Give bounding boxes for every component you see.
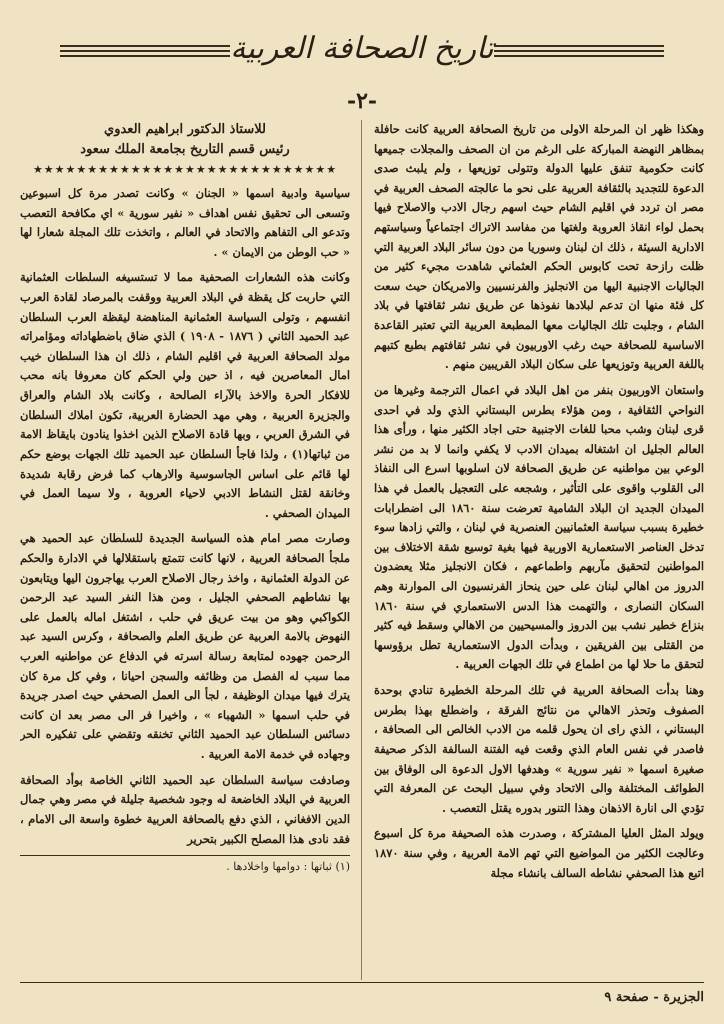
title-rule-left (60, 42, 230, 60)
article-paragraph: واستعان الاوربيون بنفر من اهل البلاد في اعمال الترجمة وغيرها من النواحي الثقافية ، ومن هؤلاء بطرس البستاني الذي ولد في احدى قرى لبنان وشب محبا للغات الاجنبية حتى اجاد الكثير منها ، ورأى هذا العالم الجليل ان اشتغاله بميدان الادب لا يكفي وانما لا بد من نشر الوعي بين مواطنيه عن طريق الصحافة لان اسلوبها اسرع الى النفاذ الى القلوب واقوى على التأثير ، وشجعه على التعجيل بالعمل في هذا الميدان الجديد ان البلاد الشامية تعرضت سنة ١٨٦٠ الى اضطرابات خطيرة بسبب سياسة العثمانيين العنصرية في لبنان ، والتي زادها سوء تدخل العناصر الاستعمارية الاوربية فيها بغية توسيع شقة الاختلاف بين المواطنين لتحقيق مآربهم واطماعهم ، فكان الانجليز مثلا يعضدون الدروز من اهالي لبنان على حين ينحاز الفرنسيون الى الموارنة وهم السكان النصارى ، والتهمت هذا الدس الاستعماري في سنة ١٨٦٠ بنزاع خطير نشب بين الدروز والمسيحيين من الاهالي وسقط فيه كثير من القتلى بين الفريقين ، وبدأت الدول الاستعمارية تطل برؤوسها لتحقق ما حلا لها من اطماع في تلك الجهات العربية . (374, 382, 704, 672)
article-paragraph: وصادفت سياسة السلطان عبد الحميد الثاني الخاصة بوأد الصحافة العربية في البلاد الخاضعة له وجود شخصية جليلة في مصر وهي جمال الدين الافغاني ، الذي دفع بالصحافة العربية خطوة واسعة الى الامام ، فقد نادى هذا المصلح الكبير بتحرير (20, 772, 350, 846)
page-footer: الجزيرة - صفحة ٩ (604, 990, 704, 1005)
article-paragraph: سياسية وادبية اسمها « الجنان » وكانت تصدر مرة كل اسبوعين وتسعى الى تحقيق نفس اهداف « نفير سورية » اي مكافحة التعصب وتدعو الى التفاهم والاتحاد في العالم ، واتخذت تلك المجلة شعارا لها « حب الوطن من الايمان » . (20, 186, 350, 259)
article-paragraph: وكانت هذه الشعارات الصحفية مما لا تستسيغه السلطات العثمانية التي حاربت كل يقظة في البلاد العربية ووقفت بالمرصاد لقادة العرب انفسهم ، وتولى السياسة العثمانية المناهضة ليقظة العرب السلطان عبد الحميد الثاني ( ١٨٧٦ - ١٩٠٨ ) الذي ضاق باضطهاداته ومؤامراته مولد الصحافة العربية في اقليم الشام ، ذلك ان هذا السلطان خيب امال المعاصرين فيه ، اذ حين ولي الحكم كان معروفا بانه محب للافكار الحرة والاخذ بالآراء الصالحة ، وكانت بلاد الشام والعراق والجزيرة العربية ، وهي مهد الحضارة العربية، تكون املاك السلطان في الشرق العربي ، وبها قادة الاصلاح الذين اخذوا ينادون بايقاظ الامة من ثباتها(١) ، ولذا فاجأ السلطان عبد الحميد تلك الجهات بوضع حكم لها قائم على اساس الجاسوسية والارهاب كما فرض رقابة شديدة وخانقة لقتل النشاط الادبي لاحياء العروبة ، ولا سيما العمل في الميدان الصحفي . (20, 270, 350, 520)
title-rule-right (494, 42, 664, 60)
star-separator: ★★★★★★★★★★★★★★★★★★★★★★★★★★★★ (32, 163, 338, 176)
footnote-rule (20, 855, 350, 856)
footnote: (١) ثباتها : دوامها واخلادها . (226, 860, 350, 874)
page-title: تاريخ الصحافة العربية (230, 30, 494, 66)
article-paragraph: وصارت مصر امام هذه السياسة الجديدة للسلطان عبد الحميد هي ملجأ الصحافة العربية ، لانها كانت تتمتع باستقلالها في الادارة والحكم عن الدولة العثمانية ، واخذ رجال الاصلاح العرب يهاجرون اليها ويتابعون بها نشاطهم الصحفي الجليل ، ومن هذا النفر السيد عبد الرحمن الكواكبي وهو من بيت عريق في حلب ، اشتغل اماله بالعمل على النهوض بالامة العربية عن طريق العلم والصحافة ، وكرس السيد عبد الرحمن جهوده لمتابعة رسالة اسرته في الدفاع عن مواطنيه العرب مما سبب له الفصل من وظائفه والسجن احيانا ، وفي كل مرة كان يترك فيها ميدان الوظيفة ، لجأ الى العمل الصحفي حيث اصدر جريدة في حلب اسمها « الشهباء » ، واخيرا فر الى مصر بعد ان كانت دسائس السلطان عبد الحميد الثاني تخنقه وتقضي على تفكيره الحر وجهاده في خدمة الامة العربية . (20, 531, 350, 762)
article-paragraph: ويولد المثل العليا المشتركة ، وصدرت هذه الصحيفة مرة كل اسبوع وعالجت الكثير من المواضيع التي تهم الامة العربية ، وفي سنة ١٨٧٠ اتبع هذا الصحفي نشاطه السالف بانشاء مجلة (374, 826, 704, 880)
article-paragraph: وهنا بدأت الصحافة العربية في تلك المرحلة الخطيرة تنادي بوحدة الصفوف وتحذر الاهالي من نتائج الفرقة ، واضطلع بهذا بطرس البستاني ، الذي راى ان يحول قلمه من الادب الخالص الى الصحافة ، فاصدر في نفس العام الذي وقعت فيه الفتنة السالفة الذكر صحيفة صغيرة اسمها « نفير سورية » وهدفها الاول الدعوة الى الوفاق بين الطوائف المختلفة والى الاتحاد وفي سبيل البحث عن المعرفة التي تؤدي الى انارة الاذهان وهذا التنور بدوره يقتل التعصب . (374, 683, 704, 815)
author-byline (20, 120, 350, 159)
author-title: رئيس قسم التاريخ بجامعة الملك سعود (80, 141, 290, 157)
article-columns (20, 120, 704, 980)
left-column (20, 120, 350, 980)
footer-rule (20, 982, 704, 983)
article-paragraph: وهكذا ظهر ان المرحلة الاولى من تاريخ الصحافة العربية كانت حافلة بمظاهر النهضة المباركة على الرغم من ان الصحف والمجلات جميعها كانت حكومية تنفق عليها الدولة وتتولى توزيعها ، ولم يلبث صدى الدعوة للتجديد بالثقافة العربية على نحو ما عالجته الصحف العربية في مصر ان تردد في اقليم الشام حيث اسهم رجال الادب والاصلاح فيها بحمل لواء انقاذ العروبة ولغتها من مفاسد الاتراك اجتماعياً وسياستهم الادارية السيئة ، ذلك ان لبنان وسوريا من دون سائر البلاد العربية التي ظلت رازحة تحت كابوس الحكم العثماني شاهدت مجيء كثير من الجاليات الاجنبية اليها من الانجليز والفرنسيين والامريكان حيث سعت كل فئة منها ان تدعم لبلادها نفوذها عن طريق نشر ثقافتها في بلاد الشام ، وجلبت تلك الجاليات معها المطبعة العربية التي تعتبر القاعدة الاساسية للصحافة حيث رغب الاوربيون في نشر ثقافتهم بطبع كتبهم باللغة العربية وتوزيعها على سكان البلاد القريبين منهم . (374, 122, 704, 372)
section-marker: -٢- (346, 88, 378, 114)
author-name: للاستاذ الدكتور ابراهيم العدوي (104, 122, 266, 137)
masthead (20, 18, 704, 78)
right-column (374, 120, 704, 980)
